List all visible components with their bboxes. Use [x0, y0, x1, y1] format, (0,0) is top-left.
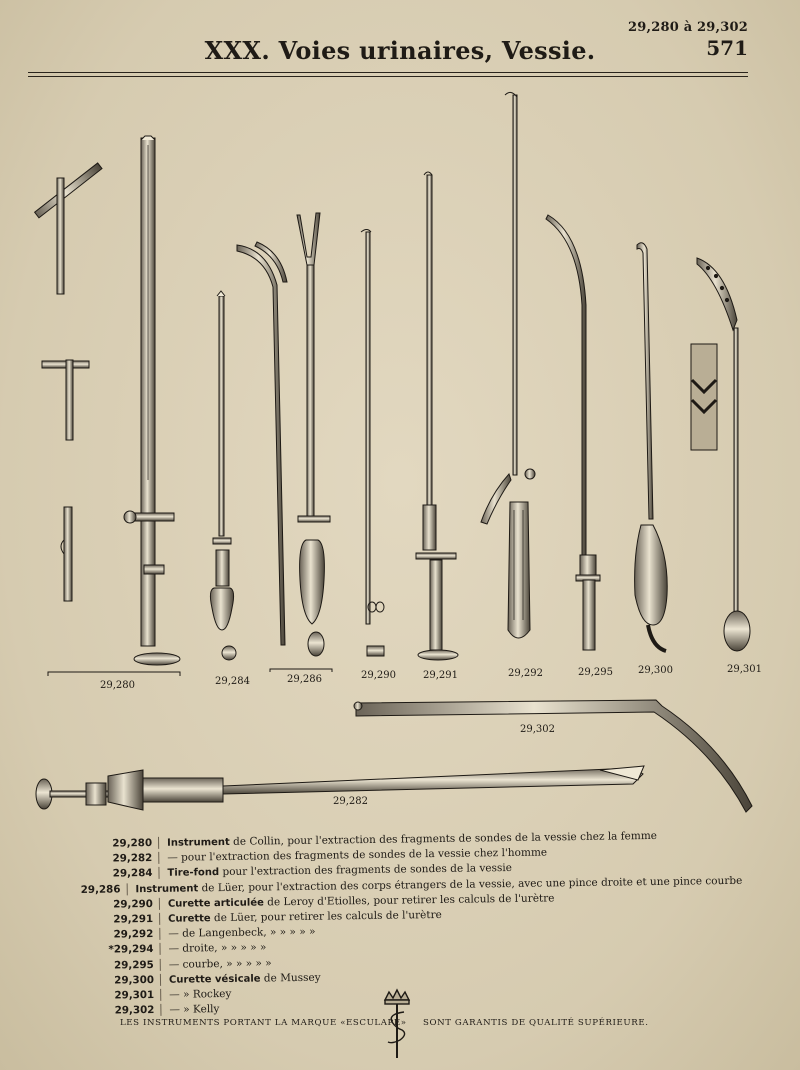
- figure-label-29282: 29,282: [333, 796, 368, 807]
- legend-item-number: 29,300: [82, 974, 161, 987]
- instrument-29286: [237, 213, 330, 656]
- legend-item-number: 29,284: [80, 867, 159, 880]
- legend-item-description: [161, 1003, 219, 1016]
- figure-label-29291: 29,291: [423, 670, 458, 681]
- legend-item-text: de Leroy d'Etiolles, pour retirer les calculs de l'urètre: [263, 892, 555, 909]
- figure-label-29300: 29,300: [638, 665, 673, 676]
- legend-item-number: 29,286: [81, 883, 128, 896]
- instrument-29301: [691, 258, 750, 651]
- instrument-29300: [635, 243, 668, 651]
- legend-item-number: 29,302: [82, 1004, 161, 1017]
- legend-item-text: — » Kelly: [169, 1003, 220, 1016]
- figure-label-29284: 29,284: [215, 676, 250, 687]
- legend-item-text: — de Langenbeck, » » » » »: [168, 925, 316, 940]
- legend-item-number: 29,280: [80, 837, 159, 850]
- footer-left: LES INSTRUMENTS PORTANT LA MARQUE «ESCULAPE»: [120, 1018, 407, 1028]
- legend-item-text: — droite, » » » » »: [168, 941, 267, 956]
- bracket-29286: [270, 669, 332, 672]
- legend-item-term: Instrument: [167, 836, 230, 849]
- esculape-mark-icon: [380, 986, 414, 1060]
- instrument-29302: [354, 700, 752, 812]
- legend-item-text: — courbe, » » » » »: [168, 956, 272, 971]
- bracket-29280: [48, 672, 180, 676]
- legend-item-term: Curette: [168, 913, 211, 925]
- legend-item-number: *29,294: [81, 943, 160, 956]
- footer-right: SONT GARANTIS DE QUALITÉ SUPÉRIEURE.: [423, 1018, 649, 1028]
- legend-item-text: de Mussey: [260, 971, 321, 985]
- legend-item-number: 29,292: [81, 928, 160, 941]
- legend-item-text: pour l'extraction des fragments de sondes de la vessie: [219, 862, 513, 879]
- legend-item-term: Curette vésicale: [168, 973, 261, 986]
- legend-item-text: de Lüer, pour l'extraction des corps étrangers de la vessie, avec une pince droite et une pince courbe: [198, 874, 743, 894]
- instrument-29284: [210, 291, 236, 660]
- legend-item-number: 29,290: [81, 898, 160, 911]
- legend-item-term: Instrument: [135, 882, 199, 895]
- legend-item-number: 29,291: [81, 913, 160, 926]
- instrument-29292: [481, 92, 535, 638]
- legend-item-description: [160, 926, 315, 940]
- legend-item-description: [161, 957, 272, 971]
- legend-item-number: 29,295: [82, 958, 161, 971]
- legend-item-number: 29,282: [80, 852, 159, 865]
- legend-item-term: Curette articulée: [167, 897, 264, 910]
- figure-label-29302: 29,302: [520, 724, 555, 735]
- legend-item-description: [160, 909, 442, 925]
- page-number: 571: [706, 36, 748, 60]
- page-title: XXX. Voies urinaires, Vessie.: [204, 36, 596, 65]
- figure-label-29301: 29,301: [727, 664, 762, 675]
- instrument-29280: [124, 136, 180, 665]
- legend-item-text: de Lüer, pour retirer les calculs de l'urètre: [210, 908, 442, 925]
- figure-label-29292: 29,292: [508, 668, 543, 679]
- instrument-29290: [361, 230, 384, 657]
- legend-item-text: — pour l'extraction des fragments de sondes de la vessie chez l'homme: [167, 846, 548, 864]
- instrument-29291: [416, 172, 458, 660]
- legend-item-description: [161, 971, 321, 985]
- legend-item-description: [161, 988, 231, 1001]
- item-range: 29,280 à 29,302: [628, 20, 748, 35]
- instrument-29295: [546, 215, 600, 650]
- legend-item-number: 29,301: [82, 989, 161, 1002]
- figure-label-29295: 29,295: [578, 667, 613, 678]
- legend-item-term: Tire-fond: [167, 867, 220, 880]
- instrument-29280-parts: [35, 163, 102, 601]
- legend-item-text: de Collin, pour l'extraction des fragments de sondes de la vessie chez la femme: [229, 829, 658, 848]
- figure-label-29290: 29,290: [361, 670, 396, 681]
- legend-item-text: — » Rockey: [169, 987, 232, 1001]
- figure-label-29280: 29,280: [100, 680, 135, 691]
- legend-item-description: [160, 942, 266, 955]
- figure-label-29286: 29,286: [287, 674, 322, 685]
